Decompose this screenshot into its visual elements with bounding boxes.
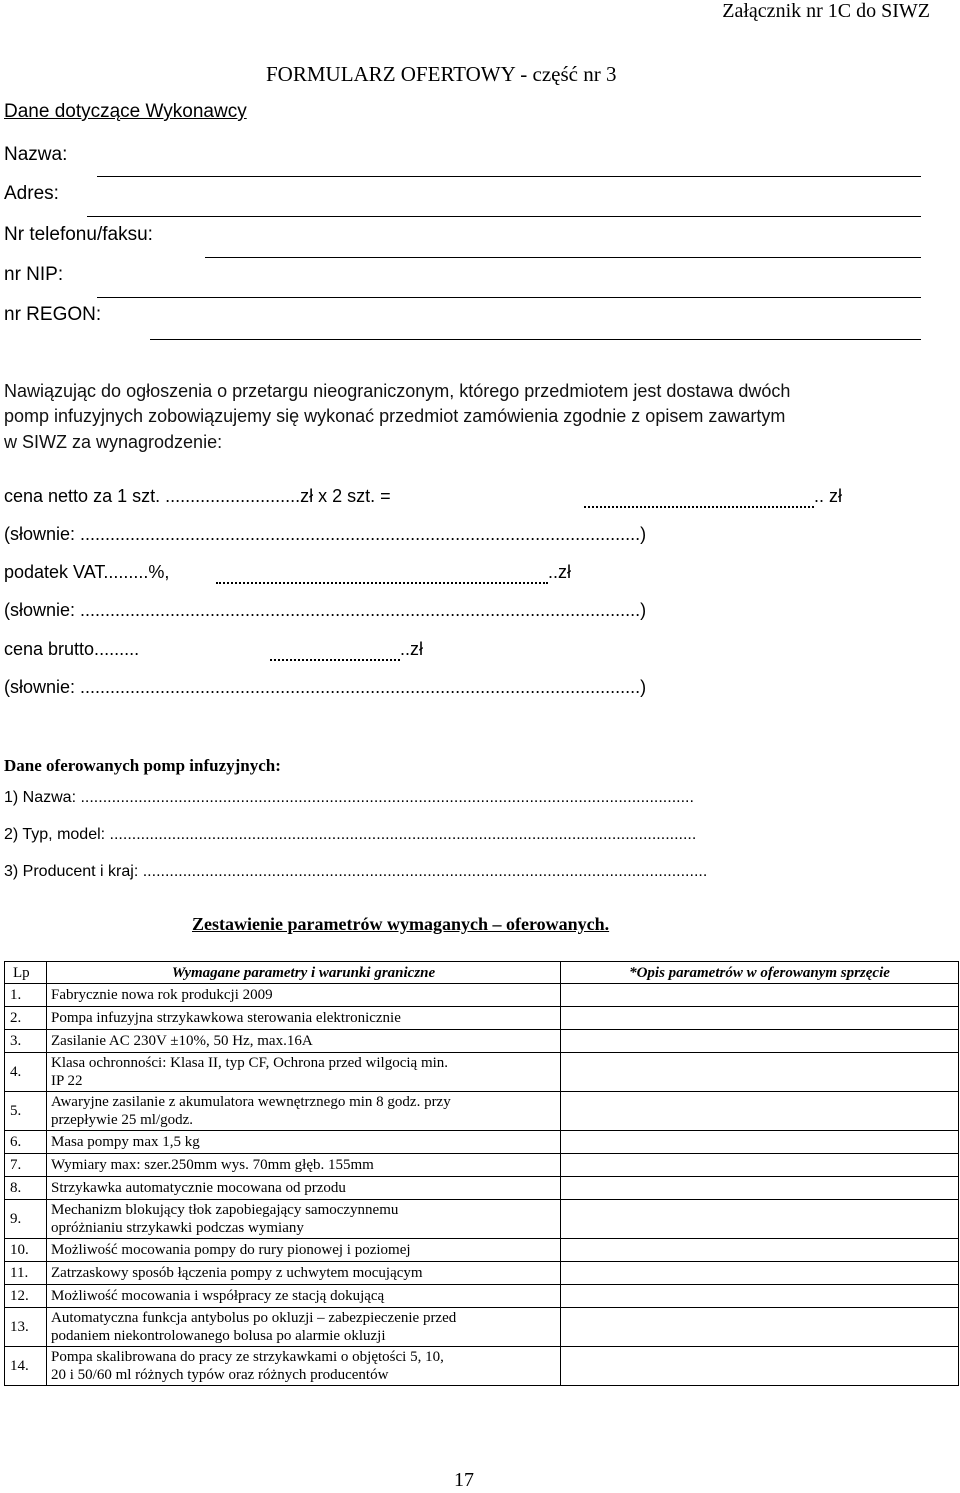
required-parameter-line-1: Zatrzaskowy sposób łączenia pompy z uchwytem mocującym xyxy=(51,1265,423,1281)
offered-parameter-cell[interactable] xyxy=(561,1262,959,1285)
intro-line-3: w SIWZ za wynagrodzenie: xyxy=(4,432,223,452)
required-parameter-line-1: Pompa skalibrowana do pracy ze strzykawkami o objętości 5, 10, xyxy=(51,1349,444,1365)
required-parameter-line-1: Możliwość mocowania pompy do rury pionowej i poziomej xyxy=(51,1242,411,1258)
parameters-table xyxy=(4,961,959,1386)
table-row xyxy=(5,1092,959,1131)
offered-parameter-cell[interactable] xyxy=(561,984,959,1007)
offered-parameter-cell[interactable] xyxy=(561,1131,959,1154)
offered-parameter-cell[interactable] xyxy=(561,1154,959,1177)
row-number: 3. xyxy=(5,1030,47,1053)
required-parameter-line-2: 20 i 50/60 ml różnych typów oraz różnych producentów xyxy=(51,1367,389,1383)
row-number: 1. xyxy=(5,984,47,1007)
vat-words: (słownie: ................................................................................................................) xyxy=(4,600,647,620)
gross-price-currency: ..zł xyxy=(400,639,424,659)
contractor-heading: Dane dotyczące Wykonawcy xyxy=(4,101,247,122)
offered-name: 1) Nazwa: .......................................................................................................................................... xyxy=(4,789,694,806)
required-parameter xyxy=(47,1308,561,1347)
row-number: 10. xyxy=(5,1239,47,1262)
net-price-line: cena netto za 1 szt. ...........................zł x 2 szt. = xyxy=(4,486,391,506)
field-line-name[interactable] xyxy=(97,176,921,177)
field-label-phone: Nr telefonu/faksu: xyxy=(4,224,153,245)
gross-price-line: cena brutto......... xyxy=(4,639,140,659)
row-number: 5. xyxy=(5,1092,47,1131)
offered-parameter-cell[interactable] xyxy=(561,1092,959,1131)
required-parameter xyxy=(47,1285,561,1308)
required-parameter-line-1: Masa pompy max 1,5 kg xyxy=(51,1134,200,1150)
vat-amount-dots[interactable] xyxy=(216,582,548,584)
row-number: 13. xyxy=(5,1308,47,1347)
table-row xyxy=(5,1007,959,1030)
table-row xyxy=(5,1308,959,1347)
required-parameter-line-2: IP 22 xyxy=(51,1073,83,1089)
required-parameter xyxy=(47,1262,561,1285)
required-parameter-line-2: przepływie 25 ml/godz. xyxy=(51,1112,194,1128)
required-parameter-line-1: Wymiary max: szer.250mm wys. 70mm głęb. 155mm xyxy=(51,1157,374,1173)
table-header-row xyxy=(5,962,959,984)
offered-parameter-cell[interactable] xyxy=(561,1030,959,1053)
required-parameter-line-1: Zasilanie AC 230V ±10%, 50 Hz, max.16A xyxy=(51,1033,313,1049)
net-price-total-dots[interactable] xyxy=(584,506,814,508)
row-number: 9. xyxy=(5,1200,47,1239)
required-parameter-line-1: Automatyczna funkcja antybolus po okluzji – zabezpieczenie przed xyxy=(51,1310,457,1326)
offered-parameter-cell[interactable] xyxy=(561,1347,959,1386)
table-row xyxy=(5,1262,959,1285)
table-row xyxy=(5,1239,959,1262)
row-number: 12. xyxy=(5,1285,47,1308)
required-parameter-line-1: Fabrycznie nowa rok produkcji 2009 xyxy=(51,987,273,1003)
field-label-regon: nr REGON: xyxy=(4,304,102,325)
field-label-name: Nazwa: xyxy=(4,144,68,165)
required-parameter xyxy=(47,1347,561,1386)
row-number: 14. xyxy=(5,1347,47,1386)
offered-parameter-cell[interactable] xyxy=(561,1285,959,1308)
required-parameter-line-1: Klasa ochronności: Klasa II, typ CF, Ochrona przed wilgocią min. xyxy=(51,1055,449,1071)
row-number: 7. xyxy=(5,1154,47,1177)
table-row xyxy=(5,1347,959,1386)
required-parameter xyxy=(47,1177,561,1200)
required-parameter xyxy=(47,1131,561,1154)
table-title: Zestawienie parametrów wymaganych – oferowanych. xyxy=(192,914,610,934)
offered-parameter-cell[interactable] xyxy=(561,1007,959,1030)
offered-producer: 3) Producent i kraj: ............................................................................................................................... xyxy=(4,863,708,880)
field-line-address[interactable] xyxy=(87,216,921,217)
required-parameter-line-2: podaniem niekontrolowanego bolusa po alarmie okluzji xyxy=(51,1328,386,1344)
offered-parameter-cell[interactable] xyxy=(561,1200,959,1239)
form-title xyxy=(266,62,616,87)
net-price-words: (słownie: ................................................................................................................) xyxy=(4,524,647,544)
required-parameter-line-1: Mechanizm blokujący tłok zapobiegający samoczynnemu xyxy=(51,1202,399,1218)
offered-parameter-cell[interactable] xyxy=(561,1053,959,1092)
offered-parameter-cell[interactable] xyxy=(561,1177,959,1200)
offered-model: 2) Typ, model: .................................................................................................................................... xyxy=(4,826,697,843)
table-row xyxy=(5,984,959,1007)
required-parameter xyxy=(47,1239,561,1262)
field-line-regon[interactable] xyxy=(150,339,921,340)
form-title-main: FORMULARZ OFERTOWY xyxy=(266,62,516,86)
field-label-nip: nr NIP: xyxy=(4,264,64,285)
required-parameter xyxy=(47,1053,561,1092)
table-row xyxy=(5,1053,959,1092)
required-parameter xyxy=(47,1007,561,1030)
row-number: 2. xyxy=(5,1007,47,1030)
header-lp: Lp xyxy=(5,962,47,984)
required-parameter-line-1: Strzykawka automatycznie mocowana od przodu xyxy=(51,1180,346,1196)
table-row xyxy=(5,1200,959,1239)
table-row xyxy=(5,1131,959,1154)
required-parameter-line-2: opróżnianiu strzykawki podczas wymiany xyxy=(51,1220,304,1236)
required-parameter xyxy=(47,1200,561,1239)
required-parameter-line-1: Pompa infuzyjna strzykawkowa sterowania elektronicznie xyxy=(51,1010,401,1026)
required-parameter xyxy=(47,984,561,1007)
row-number: 4. xyxy=(5,1053,47,1092)
row-number: 6. xyxy=(5,1131,47,1154)
intro-line-1: Nawiązując do ogłoszenia o przetargu nieograniczonym, którego przedmiotem jest dostawa dwóch xyxy=(4,381,791,401)
table-row xyxy=(5,1030,959,1053)
offered-parameter-cell[interactable] xyxy=(561,1308,959,1347)
gross-price-dots[interactable] xyxy=(270,659,400,661)
header-offered: *Opis parametrów w oferowanym sprzęcie xyxy=(561,962,959,984)
table-row xyxy=(5,1154,959,1177)
field-line-phone[interactable] xyxy=(205,257,921,258)
required-parameter xyxy=(47,1092,561,1131)
gross-price-words: (słownie: ................................................................................................................) xyxy=(4,677,647,697)
row-number: 8. xyxy=(5,1177,47,1200)
row-number: 11. xyxy=(5,1262,47,1285)
intro-line-2: pomp infuzyjnych zobowiązujemy się wykonać przedmiot zamówienia zgodnie z opisem zawartym xyxy=(4,406,786,426)
vat-currency: ..zł xyxy=(548,562,572,582)
net-price-currency: .. zł xyxy=(814,486,843,506)
vat-line: podatek VAT.........%, xyxy=(4,562,170,582)
offered-heading: Dane oferowanych pomp infuzyjnych: xyxy=(4,756,281,775)
required-parameter-line-1: Awaryjne zasilanie z akumulatora wewnętrznego min 8 godz. przy xyxy=(51,1094,451,1110)
attachment-label: Załącznik nr 1C do SIWZ xyxy=(722,0,930,22)
required-parameter-line-1: Możliwość mocowania i współpracy ze stacją dokującą xyxy=(51,1288,385,1304)
required-parameter xyxy=(47,1154,561,1177)
form-title-part: - część nr 3 xyxy=(520,62,617,86)
field-line-nip[interactable] xyxy=(97,297,921,298)
required-parameter xyxy=(47,1030,561,1053)
page-number: 17 xyxy=(454,1469,474,1491)
table-row xyxy=(5,1177,959,1200)
header-required: Wymagane parametry i warunki graniczne xyxy=(47,962,561,984)
field-label-address: Adres: xyxy=(4,183,59,204)
offered-parameter-cell[interactable] xyxy=(561,1239,959,1262)
table-row xyxy=(5,1285,959,1308)
